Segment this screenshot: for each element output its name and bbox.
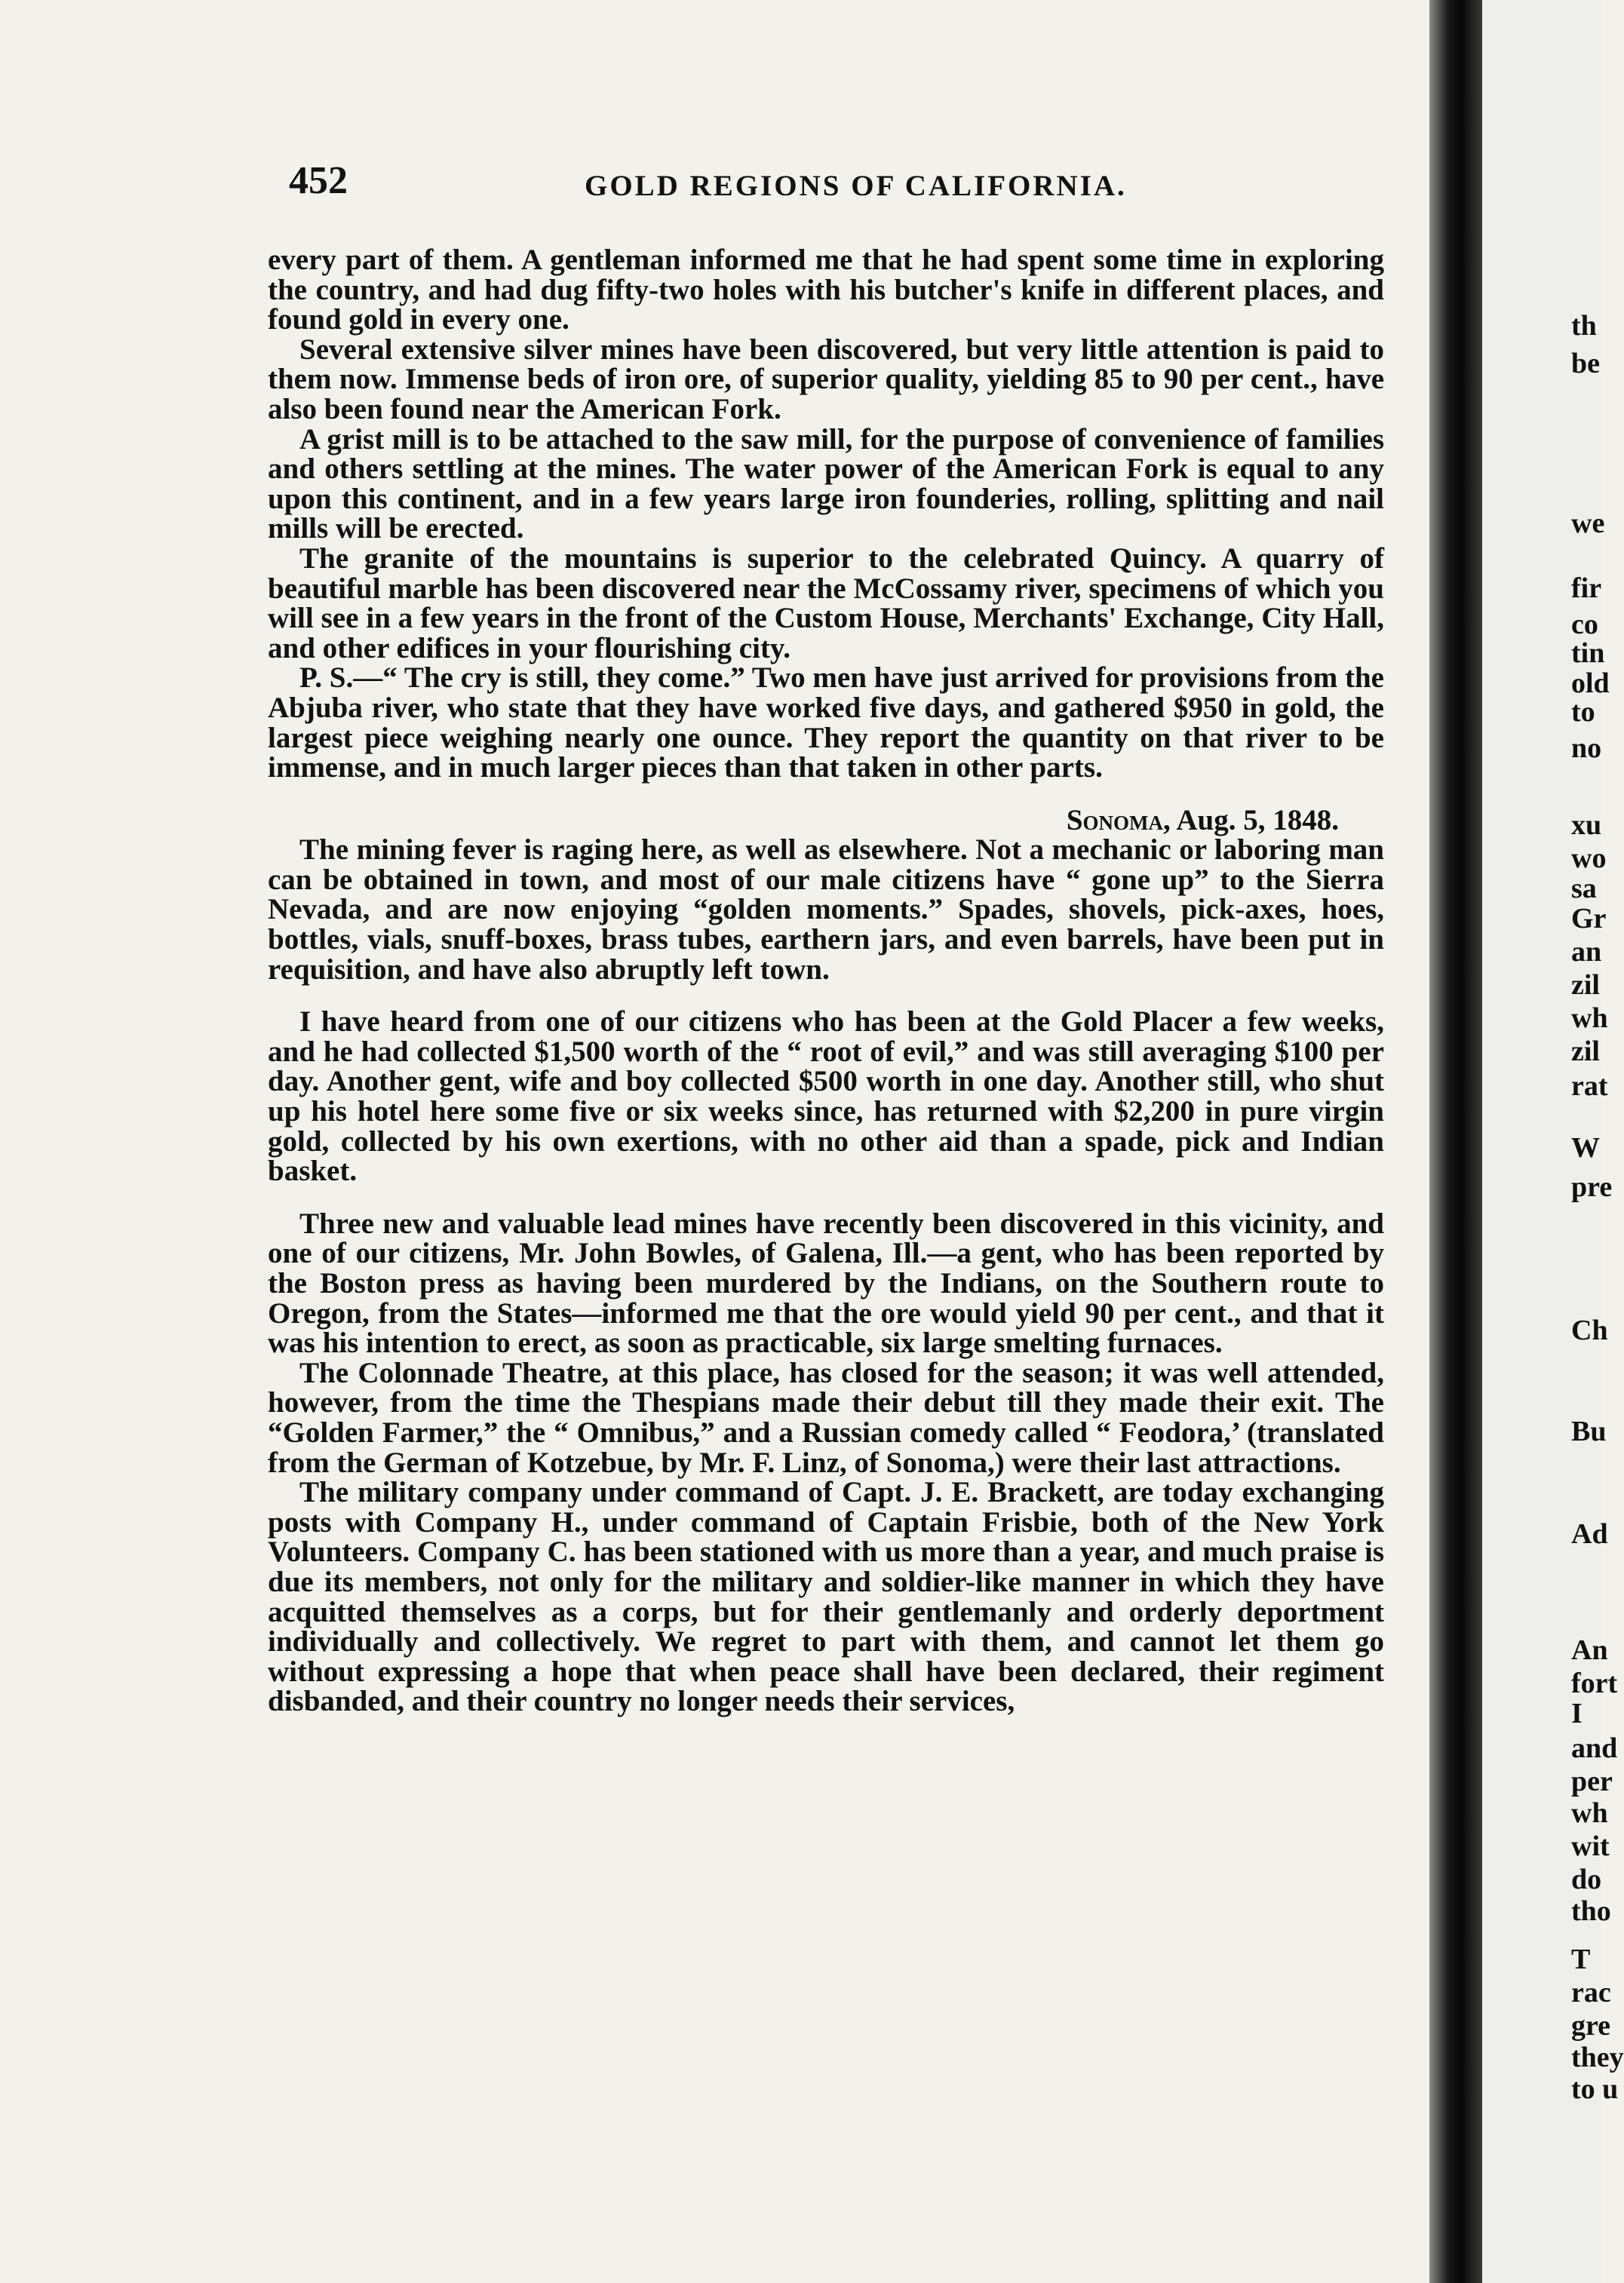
facing-page-fragment: they — [1571, 2042, 1624, 2073]
paragraph: The mining fever is raging here, as well as elsewhere. Not a mechanic or laboring man can be obtained in town, and most of our male citizens have “ gone up” to the Sierra Nevada, and are now enjoying “golden moments.” Spades, shovels, pick-axes, hoes, bottles, vials, snuff-boxes, brass tubes, earthern jars, and even barrels, have been put in requisition, and have also abruptly left town. — [268, 833, 1384, 986]
facing-page-fragment: rac — [1571, 1977, 1611, 2008]
facing-page-fragment: fir — [1571, 572, 1602, 604]
page-number: 452 — [289, 159, 348, 202]
facing-page-fragment: fort — [1571, 1668, 1618, 1699]
book-page — [268, 158, 1384, 1717]
facing-page-fragment: Bu — [1571, 1416, 1607, 1447]
facing-page-fragment: wh — [1571, 1002, 1608, 1034]
facing-page-fragment: Gr — [1571, 903, 1607, 934]
facing-page-edge — [1482, 0, 1624, 2283]
facing-page-fragment: to — [1571, 696, 1595, 728]
facing-page-fragment: pre — [1571, 1171, 1613, 1203]
facing-page-fragment: zil — [1571, 969, 1600, 1001]
paragraph: P. S.—“ The cry is still, they come.” Two men have just arrived for provisions from the Abjuba river, who state that they have worked five days, and gathered $950 in gold, the largest piece weighing nearly one ounce. They report the quantity on that river to be immense, and in much larger pieces than that taken in other parts. — [268, 661, 1384, 784]
facing-page-fragment: old — [1571, 667, 1610, 699]
facing-page-fragment: Ad — [1571, 1518, 1608, 1550]
paragraph: The Colonnade Theatre, at this place, has closed for the season; it was well attended, however, from the time the Thespians made their debut till they made their exit. The “Golden Farmer,” the “ Omnibus,” and a Russian comedy called “ Feodora,’ (translated from the German of Kotzebue, by Mr. F. Linz, of Sonoma,) were their last attractions. — [268, 1356, 1384, 1479]
facing-page-fragment: W — [1571, 1132, 1600, 1164]
facing-page-fragment: tin — [1571, 637, 1605, 669]
facing-page-fragment: sa — [1571, 873, 1597, 904]
paragraph: The military company under command of Capt. J. E. Brackett, are today exchanging posts with Company H., under command of Captain Frisbie, both of the New York Volunteers. Company C. has been stationed with us more than a year, and much praise is due its members, not only for the military and soldier-like manner in which they have acquitted themselves as a corps, but for their gentlemanly and orderly deportment individually and collectively. We regret to part with them, and cannot let them go without expressing a hope that when peace shall have been declared, their regiment disbanded, and their country no longer needs their services, — [268, 1476, 1384, 1718]
dateline-place: Sonoma — [1066, 803, 1164, 836]
facing-page-fragment: gre — [1571, 2010, 1611, 2042]
paragraph: every part of them. A gentleman informed me that he had spent some time in exploring the country, and had dug fifty-two holes with his butcher's knife in different places, and found gold in every one. — [268, 244, 1384, 336]
dateline-date: , Aug. 5, 1848. — [1163, 803, 1339, 836]
facing-page-fragment: co — [1571, 609, 1598, 640]
facing-page-fragment: rat — [1571, 1070, 1608, 1102]
paragraph: Several extensive silver mines have been discovered, but very little attention is paid to them now. Immense beds of iron ore, of superior quality, yielding 85 to 90 per cent., have also been found near the American Fork. — [268, 333, 1384, 425]
paragraph: A grist mill is to be attached to the saw mill, for the purpose of convenience of families and others settling at the mines. The water power of the American Fork is equal to any upon this continent, and in a few years large iron founderies, rolling, splitting and nail mills will be erected. — [268, 422, 1384, 545]
facing-page-fragment: T — [1571, 1944, 1591, 1975]
running-head — [268, 158, 1384, 226]
running-title: GOLD REGIONS OF CALIFORNIA. — [585, 170, 1127, 202]
paragraph: The granite of the mountains is superior to the celebrated Quincy. A quarry of beautiful marble has been discovered near the McCossamy river, specimens of which you will see in a few years in the front of the Custom House, Merchants' Exchange, City Hall, and other edifices in your flourishing city. — [268, 542, 1384, 664]
paragraph: Three new and valuable lead mines have recently been discovered in this vicinity, and one of our citizens, Mr. John Bowles, of Galena, Ill.—a gent, who has been reported by the Boston press as having been murdered by the Indians, on the Southern route to Oregon, from the States—informed me that the ore would yield 90 per cent., and that it was his intention to erect, as soon as practicable, six large smelting furnaces. — [268, 1207, 1384, 1360]
facing-page-fragment: wo — [1571, 842, 1607, 874]
facing-page-fragment: zil — [1571, 1036, 1600, 1067]
book-gutter-shadow — [1429, 0, 1482, 2283]
facing-page-fragment: an — [1571, 936, 1602, 968]
body-text — [268, 245, 1384, 1717]
facing-page-fragment: wh — [1571, 1797, 1608, 1829]
facing-page-fragment: tho — [1571, 1895, 1611, 1927]
facing-page-fragment: no — [1571, 732, 1602, 764]
facing-page-fragment: An — [1571, 1634, 1608, 1666]
facing-page-fragment: be — [1571, 348, 1600, 379]
facing-page-fragment: wit — [1571, 1830, 1610, 1862]
facing-page-fragment: we — [1571, 508, 1605, 539]
dateline — [268, 805, 1384, 836]
facing-page-fragment: I — [1571, 1698, 1583, 1729]
facing-page-fragment: xu — [1571, 809, 1602, 841]
paragraph: I have heard from one of our citizens who has been at the Gold Placer a few weeks, and he had collected $1,500 worth of the “ root of evil,” and was still averaging $100 per day. Another gent, wife and boy collected $500 worth in one day. Another still, who shut up his hotel here some five or six weeks since, has returned with $2,200 in pure virgin gold, collected by his own exertions, with no other aid than a spade, pick and Indian basket. — [268, 1005, 1384, 1188]
facing-page-fragment: do — [1571, 1864, 1602, 1895]
facing-page-fragment: th — [1571, 310, 1597, 342]
facing-page-fragment: Ch — [1571, 1315, 1608, 1346]
facing-page-fragment: per — [1571, 1766, 1613, 1797]
facing-page-fragment: and — [1571, 1732, 1618, 1764]
facing-page-fragment: to u — [1571, 2073, 1619, 2105]
